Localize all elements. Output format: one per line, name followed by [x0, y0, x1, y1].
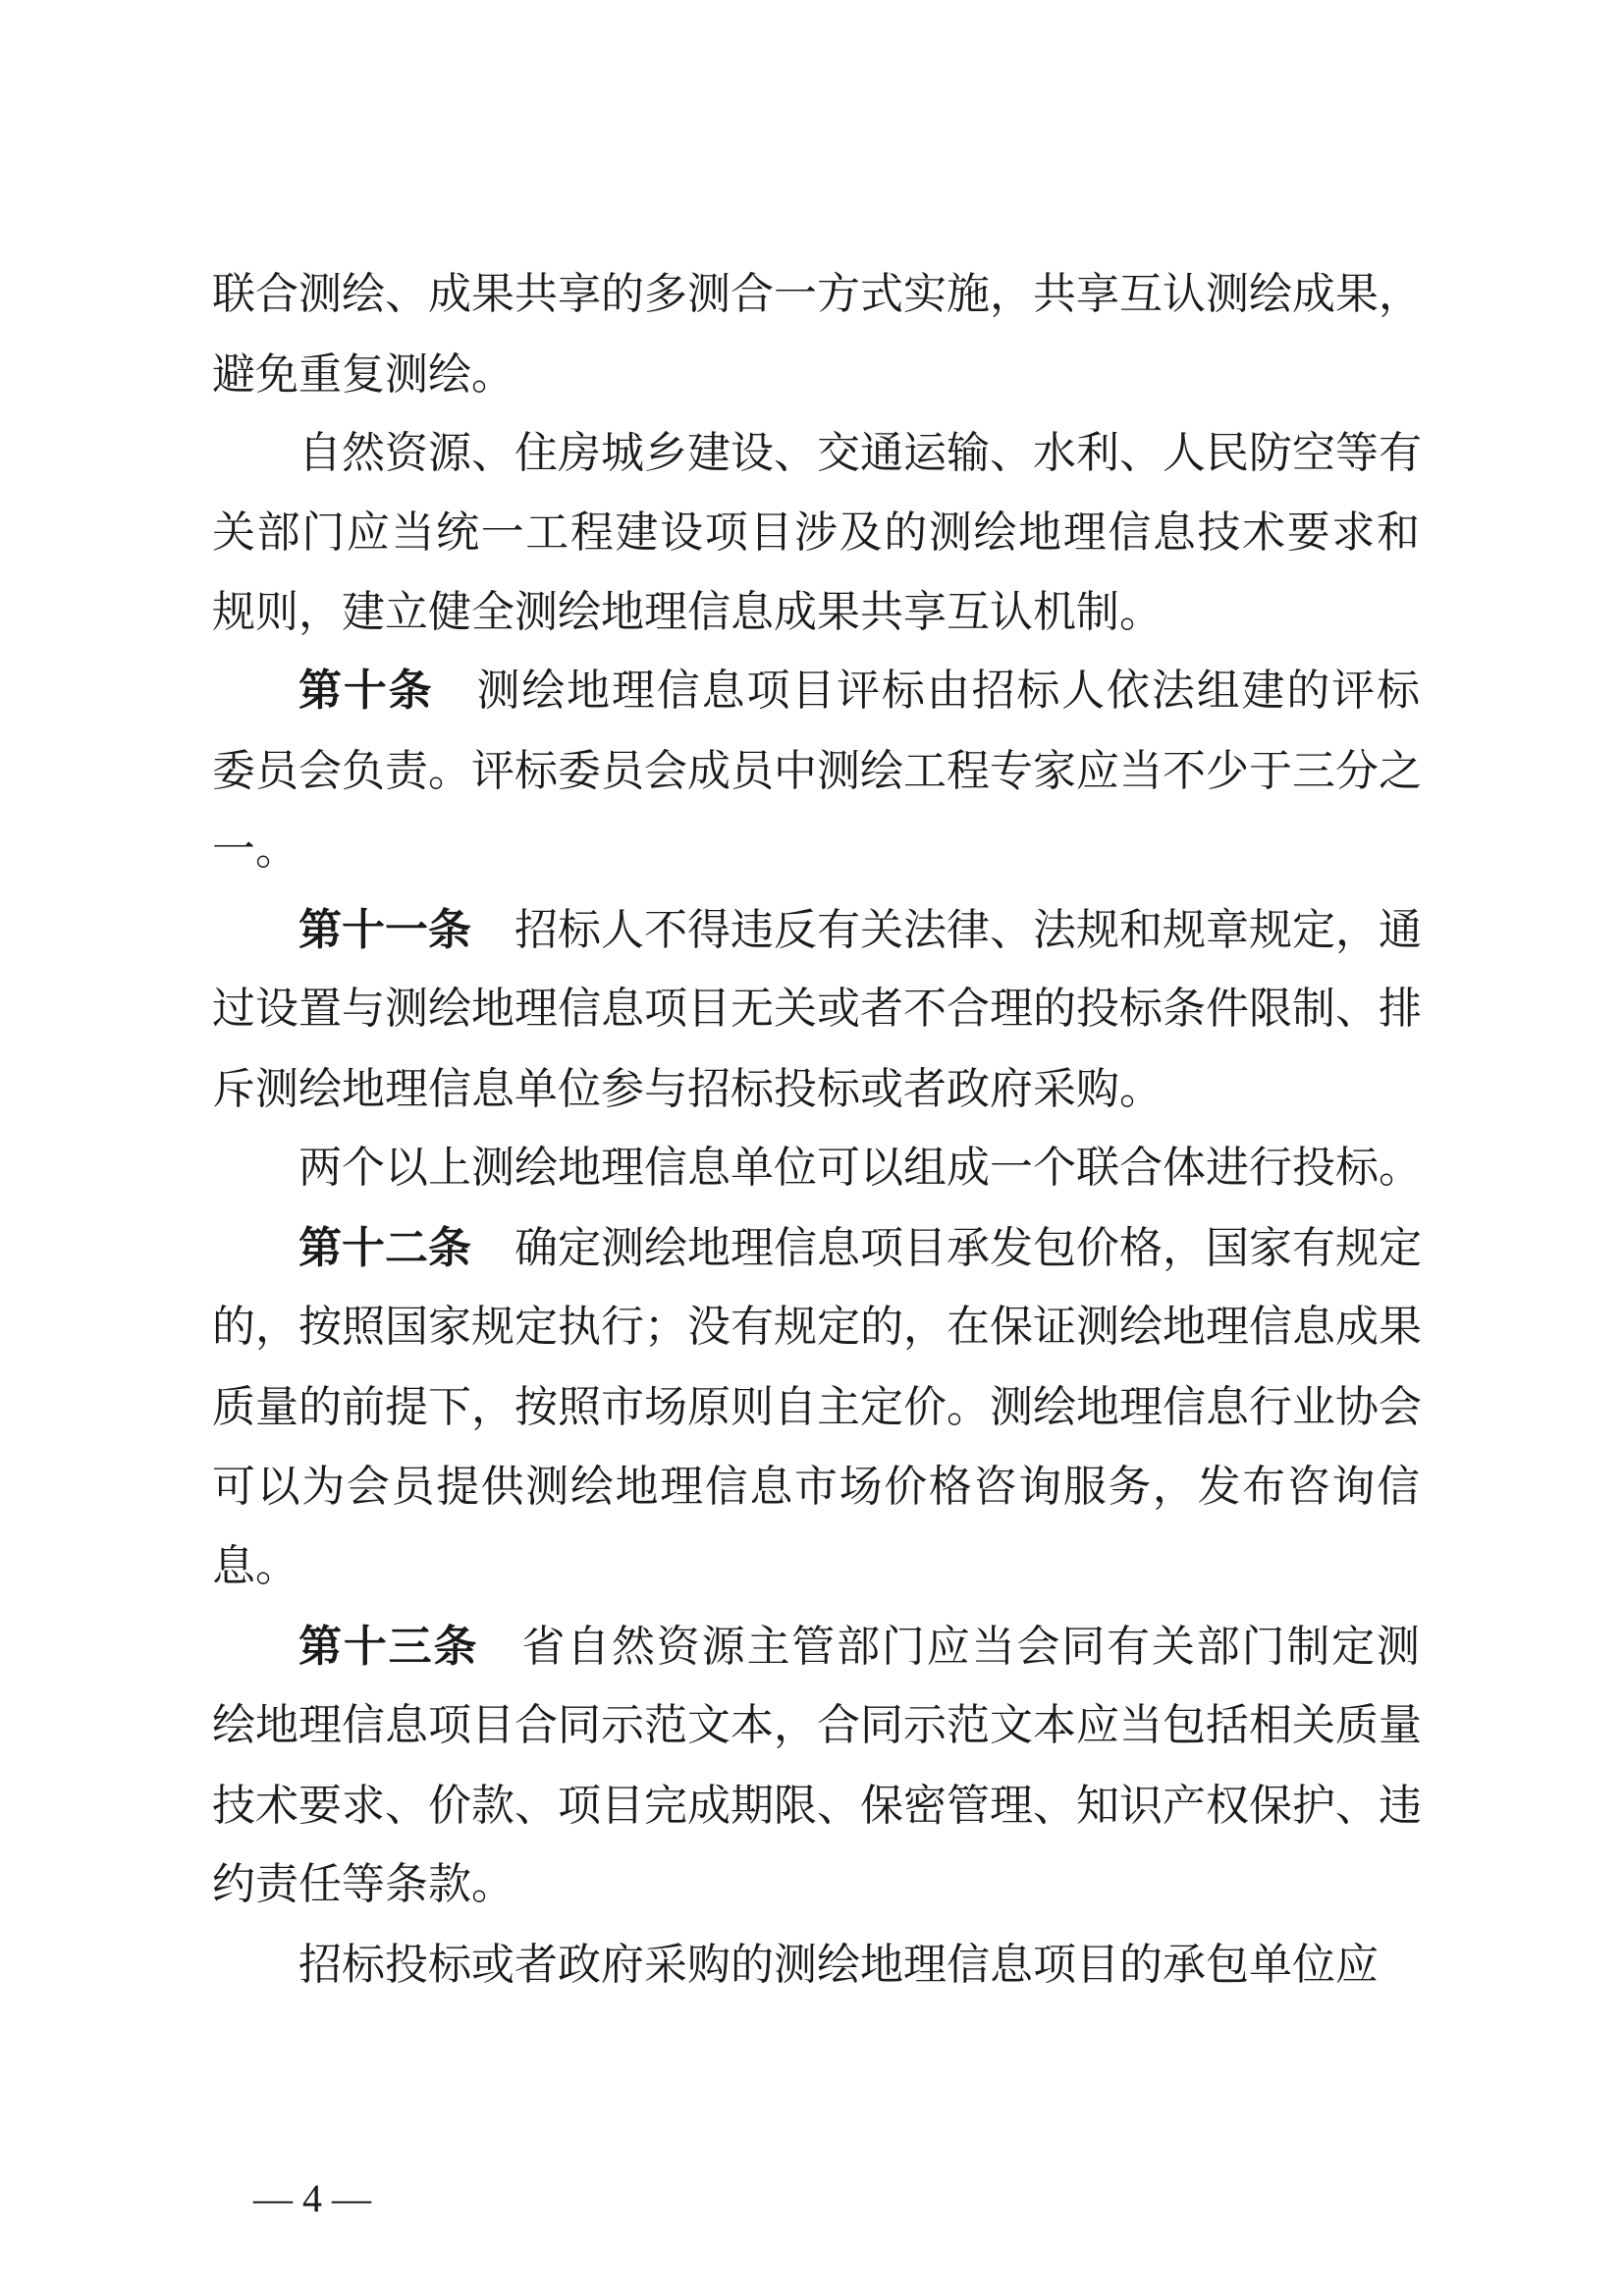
- article-heading: 第十三条: [298, 1622, 479, 1672]
- paragraph-line: 技术要求、价款、项目完成期限、保密管理、知识产权保护、违: [212, 1781, 1422, 1831]
- article-12-first-line: [298, 1219, 1420, 1278]
- paragraph-line: 绘地理信息项目合同示范文本，合同示范文本应当包括相关质量: [212, 1700, 1422, 1750]
- article-heading: 第十一条: [298, 905, 471, 955]
- paragraph-line: 两个以上测绘地理信息单位可以组成一个联合体进行投标。: [298, 1143, 1422, 1193]
- paragraph-line: 约责任等条款。: [212, 1859, 514, 1909]
- article-heading: 第十条: [298, 666, 434, 716]
- paragraph-line: 联合测绘、成果共享的多测合一方式实施，共享互认测绘成果，: [212, 269, 1422, 319]
- paragraph-line: 斥测绘地理信息单位参与招标投标或者政府采购。: [212, 1064, 1163, 1114]
- article-13-first-line: [298, 1618, 1420, 1677]
- paragraph-text: 测绘地理信息项目评标由招标人依法组建的评标: [476, 666, 1421, 716]
- paragraph-line: 的，按照国家规定执行；没有规定的，在保证测绘地理信息成果: [212, 1302, 1422, 1352]
- paragraph-text: 招标人不得违反有关法律、法规和规章规定，通: [514, 905, 1422, 955]
- paragraph-text: 省自然资源主管部门应当会同有关部门制定测: [521, 1622, 1421, 1672]
- paragraph-line: 过设置与测绘地理信息项目无关或者不合理的投标条件限制、排: [212, 984, 1422, 1034]
- paragraph-line: 一。: [212, 825, 298, 875]
- paragraph-line: 可以为会员提供测绘地理信息市场价格咨询服务，发布咨询信: [212, 1462, 1420, 1512]
- article-11-first-line: [298, 901, 1420, 960]
- paragraph-line: 关部门应当统一工程建设项目涉及的测绘地理信息技术要求和: [212, 507, 1420, 558]
- paragraph-line: 自然资源、住房城乡建设、交通运输、水利、人民防空等有: [298, 428, 1422, 478]
- paragraph-line: 招标投标或者政府采购的测绘地理信息项目的承包单位应: [298, 1940, 1379, 1990]
- paragraph-line: 质量的前提下，按照市场原则自主定价。测绘地理信息行业协会: [212, 1382, 1422, 1432]
- paragraph-line: 息。: [212, 1541, 298, 1591]
- paragraph-line: 规则，建立健全测绘地理信息成果共享互认机制。: [212, 587, 1163, 637]
- paragraph-line: 委员会负责。评标委员会成员中测绘工程专家应当不少于三分之: [212, 746, 1422, 796]
- paragraph-line: 避免重复测绘。: [212, 349, 514, 400]
- article-10-first-line: [298, 662, 1420, 721]
- page-number: — 4 —: [253, 2176, 371, 2220]
- paragraph-text: 确定测绘地理信息项目承发包价格，国家有规定: [514, 1223, 1422, 1273]
- article-heading: 第十二条: [298, 1223, 471, 1273]
